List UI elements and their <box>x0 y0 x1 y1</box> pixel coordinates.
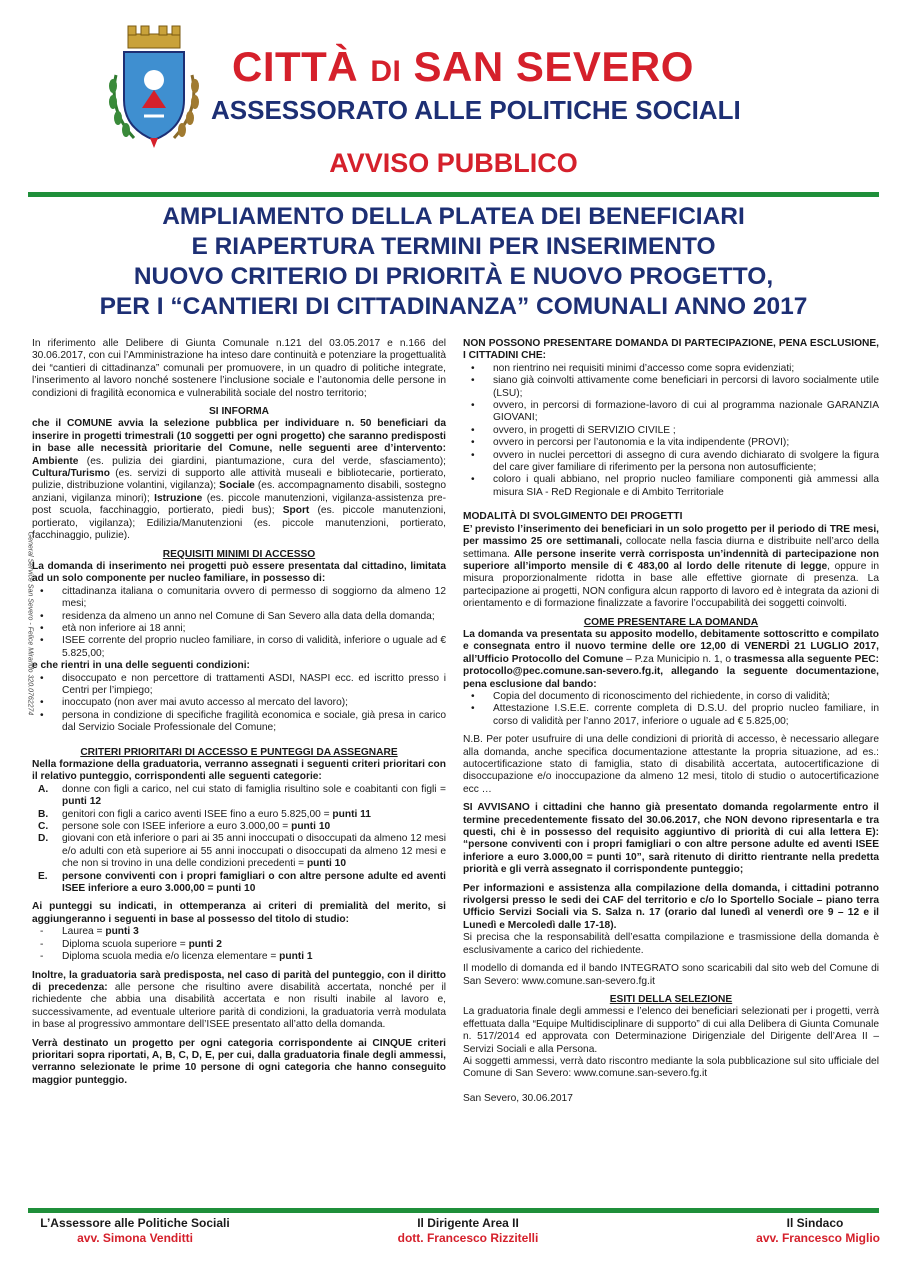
notice-title: AVVISO PUBBLICO <box>329 148 578 178</box>
modality-text: E’ previsto l’inserimento dei beneficiari in un solo progetto per il periodo di TRE mesi, per massimo 25 ore settimanali, collocate nella fascia diurna e distribuite nell’arco della settimana. Alle persone inserite verrà corrisposta un’indennità di partecipazione non superiore all’importo mensile di € 483,00 al lordo delle ritenute di legge, oppure in misura proporzionalmente ridotta in base alle effettive giornate di presenza. La partecipazione ai progetti, NON configura alcun rapporto di lavoro ed è integrata da azioni di orientamento e di formazione finalizzate a favorire l’occupabilità dei soggetti coinvolti. <box>463 523 879 610</box>
left-column <box>32 338 446 1087</box>
how-to-apply-heading: COME PRESENTARE LA DOMANDA <box>583 616 759 628</box>
city-name: CITTÀ DI SAN SEVERO <box>232 43 694 90</box>
results-heading: ESITI DELLA SELEZIONE <box>609 993 733 1005</box>
top-divider <box>28 192 879 197</box>
list-item: • ovvero, in percorsi di formazione-lavoro di cui al programma nazionale GARANZIA GIOVANI; <box>493 400 879 425</box>
bottom-divider <box>28 1208 879 1213</box>
list-item: - Diploma scuola media e/o licenza elementare = punti 1 <box>62 951 446 963</box>
office-name: ASSESSORATO ALLE POLITICHE SOCIALI <box>211 95 741 125</box>
city-coat-of-arms-icon <box>104 20 204 150</box>
list-item: • Attestazione I.S.E.E. corrente completa di D.S.U. del proprio nucleo familiare, in corso di validità per l’anno 2017, inferiore o uguale ad € 5.825,00; <box>493 703 879 728</box>
list-item: • Copia del documento di riconoscimento del richiedente, in corso di validità; <box>493 691 879 703</box>
criteria-list <box>32 784 446 896</box>
list-item: C. persone sole con ISEE inferiore a euro 3.000,00 = punti 10 <box>38 821 331 833</box>
criteria-intro: Nella formazione della graduatoria, verranno assegnati i seguenti criteri prioritari con il relativo punteggio, corrispondenti alle seguenti categorie: <box>32 759 446 783</box>
requirements-intro: La domanda di inserimento nei progetti può essere presentata dal cittadino, limitata ad un solo componente per nucleo familiare, in possesso di: <box>32 560 446 585</box>
list-item: • ovvero in nuclei percettori di assegno di cura avendo dichiarato di svolgere la figura del care giver familiare di riferimento per la persona non autosufficiente; <box>493 450 879 475</box>
list-item: • ovvero in percorsi per l’autonomia e la vita indipendente (PROVI); <box>493 437 879 449</box>
download-text: Il modello di domanda ed il bando INTEGRATO sono scaricabili dal sito web del Comune di San Severo: www.comune.san-severo.fg.it <box>463 963 879 987</box>
list-item: • persona in condizione di specifiche fragilità economica e sociale, già presa in carico dal Servizio Sociale Professionale del Comune; <box>62 710 446 735</box>
precedence-text: Inoltre, la graduatoria sarà predisposta, nel caso di parità del punteggio, con il diritto di precedenza: alle persone che risultino avere disabilità accertata, nonché per il richiedente che abbia una disabilità accertata e non risulti inabile al lavoro e, successivamente, ad eventuale ulteriore parità di condizioni, la graduatoria verrà modulata in base al progressivo ammontare dell’ISEE presentato all’atto della domanda. <box>32 969 446 1031</box>
how-to-apply-text: La domanda va presentata su apposito modello, debitamente sottoscritto e compilato e consegnata entro il nuovo termine delle ore 12,00 di VENERDÌ 21 LUGLIO 2017, all’Ufficio Protocollo del Comune – P.za Municipio n. 1, o trasmessa alla seguente PEC: protocollo@pec.comune.san-severo.fg.it, allegando la seguente documentazione, pena esclusione dal bando: <box>463 628 879 690</box>
merit-list <box>32 926 446 963</box>
intro-text: In riferimento alle Delibere di Giunta Comunale n.121 del 03.05.2017 e n.166 del 30.06.2017, con cui l’Amministrazione ha inteso dare continuità e potenziare la progettualità dei “cantieri di cittadinanza” comunali per promuovere, in un quadro di politiche integrate, l’inserimento al lavoro nonché sostenere l’inclusione sociale e l’autonomia delle persone in condizioni di fragilità economica e vulnerabilità sociale del nostro territorio; <box>32 338 446 399</box>
signature-assessor: L’Assessore alle Politiche Sociali avv. Simona Venditti <box>40 1216 230 1245</box>
exclusion-list <box>463 363 879 499</box>
list-item: - Diploma scuola superiore = punti 2 <box>62 939 446 951</box>
list-item: B. genitori con figli a carico aventi ISEE fino a euro 5.825,00 = punti 11 <box>38 808 371 820</box>
requirements-heading: REQUISITI MINIMI DI ACCESSO <box>162 548 316 560</box>
notice-text: SI AVVISANO i cittadini che hanno già presentato domanda regolarmente entro il termine precedentemente fissato del 30.06.2017, che NON devono ripresentarla e tra questi, chi è in possesso del requisito aggiuntivo di priorità di cui alla lettera E): “persone conviventi con i propri famigliari o con altre persone adulte ed aventi ISEE inferiore a euro 3.000,00 = punti 10”, sarà ritenuto di diritto rientrante nella predetta priorità e gli verrà assegnato il corrispondente punteggio; <box>463 802 879 876</box>
list-item: • ovvero, in progetti di SERVIZIO CIVILE ; <box>493 425 879 437</box>
list-item: • età non inferiore ai 18 anni; <box>62 623 446 635</box>
final-text: Verrà destinato un progetto per ogni categoria corrispondente ai CINQUE criteri prioritari sopra riportati, A, B, C, D, E, per cui, dalla graduatoria finale degli ammessi, verranno selezionate le prime 10 persone di ogni categoria che hanno conseguito maggior punteggio. <box>32 1037 446 1086</box>
selection-text: che il COMUNE avvia la selezione pubblica per individuare n. 50 beneficiari da inserire in progetti trimestrali (10 soggetti per ogni progetto) che saranno predisposti in base alle necessità prioritarie del Comune, nelle seguenti aree d’intervento: Ambiente (es. pulizia dei giardini, piantumazione, cura del verde, sfasciamento); Cultura/Turismo (es. servizi di supporto alle attività museali e bibliotecarie, portierato, pulizie, distribuzione volantini, vigilanza); Sociale (es. accompagnamento disabili, sostegno anziani, vigilanza minori); Istruzione (es. piccole manutenzioni, vigilanza-assistenza pre-post scuola, facchinaggio, portierato, piedi bus); Sport (es. piccole manutenzioni, portierato, vigilanza); Edilizia/Manutenzioni (es. piccole manutenzioni, portierato, facchinaggio, pulizie). <box>32 418 446 542</box>
list-item: A. donne con figli a carico, nel cui stato di famiglia risultino sole e coabitanti con figli = punti 12 <box>38 783 446 808</box>
list-item: • coloro i quali abbiano, nel proprio nucleo familiare componenti già ammessi alla misura SIA - ReD Regionale e di Ambito Territoriale <box>493 474 879 499</box>
conditions-intro: e che rientri in una delle seguenti condizioni: <box>32 660 250 672</box>
results-text-2: Ai soggetti ammessi, verrà dato riscontro mediante la sola pubblicazione sul sito ufficiale del Comune di San Severo: www.comune.san-severo.fg.it <box>463 1055 879 1080</box>
nb-text: N.B. Per poter usufruire di una delle condizioni di priorità di accesso, è necessario allegare alla domanda, anche specifica documentazione attestante la propria situazione, ad es.: autocertificazione stato di famiglia, stato di disabilità accertata, autocertificazione di disoccupazione e/o inoccupazione da almeno 12 mesi, titolo di studio o autocertificazione ecc … <box>463 734 879 795</box>
merit-intro: Ai punteggi su indicati, in ottemperanza ai criteri di premialità del merito, si aggiungeranno i seguenti in base al possesso del titolo di studio: <box>32 901 446 925</box>
si-informa-heading: SI INFORMA <box>209 406 269 418</box>
requirements-list <box>32 586 446 660</box>
list-item: - Laurea = punti 3 <box>62 926 446 938</box>
signature-director: Il Dirigente Area II dott. Francesco Rizzitelli <box>397 1216 539 1245</box>
list-item: D. giovani con età inferiore o pari ai 35 anni inoccupati o disoccupati da almeno 12 mesi e/o adulti con età superiore ai 55 anni inoccupati o disoccupati da almeno 12 mesi e che non si trovino in una delle condizioni precedenti = punti 10 <box>38 833 446 870</box>
main-title: AMPLIAMENTO DELLA PLATEA DEI BENEFICIARI E RIAPERTURA TERMINI PER INSERIMENTO NUOVO CRITERIO DI PRIORITÀ E NUOVO PROGETTO, PER I “CANTIERI DI CITTADINANZA” COMUNALI ANNO 2017 <box>99 203 808 320</box>
signature-mayor: Il Sindaco avv. Francesco Miglio <box>756 1216 880 1245</box>
documents-list <box>463 691 879 728</box>
list-item: • non rientrino nei requisiti minimi d’accesso come sopra evidenziati; <box>493 363 879 375</box>
responsibility-text: Si precisa che la responsabilità dell’esatta compilazione e trasmissione della domanda è esclusivamente a carico del richiedente. <box>463 932 879 956</box>
list-item: E. persone conviventi con i propri famigliari o con altre persone adulte ed aventi ISEE inferiore a euro 3.000,00 = punti 10 <box>38 870 446 895</box>
conditions-list <box>32 673 446 735</box>
list-item: • disoccupato e non percettore di trattamenti ASDI, NASPI ecc. ed iscritto presso i Centri per l’impiego; <box>62 673 446 698</box>
list-item: • siano già coinvolti attivamente come beneficiari in percorsi di lavoro socialmente utile (LSU); <box>493 375 879 400</box>
right-column <box>463 338 879 1105</box>
list-item: • residenza da almeno un anno nel Comune di San Severo alla data della domanda; <box>62 611 446 623</box>
criteria-heading: CRITERI PRIORITARI DI ACCESSO E PUNTEGGI DA ASSEGNARE <box>80 746 398 758</box>
side-credit: General Service San Severo - Felice Mirando 320.0762274 <box>26 531 34 716</box>
list-item: • cittadinanza italiana o comunitaria ovvero di permesso di soggiorno da almeno 12 mesi; <box>62 586 446 611</box>
modality-heading: MODALITÀ DI SVOLGIMENTO DEI PROGETTI <box>463 511 683 523</box>
results-text: La graduatoria finale degli ammessi e l’elenco dei beneficiari selezionati per i progetti, verrà effettuata dalla “Equipe Multidisciplinare di supporto” di cui alla Delibera di Giunta Comunale n. 517/2014 ed approvata con Determinazione Dirigenziale del Dirigente dell’Area II – Servizi Sociali e alla Persona. <box>463 1006 879 1055</box>
exclusion-heading: NON POSSONO PRESENTARE DOMANDA DI PARTECIPAZIONE, PENA ESCLUSIONE, I CITTADINI CHE: <box>463 338 879 362</box>
list-item: • ISEE corrente del proprio nucleo familiare, in corso di validità, inferiore o uguale ad € 5.825,00; <box>62 635 446 660</box>
info-text: Per informazioni e assistenza alla compilazione della domanda, i cittadini potranno rivolgersi presso le sedi dei CAF del territorio e c/o lo Sportello Sociale – piano terra Ufficio Servizi Sociali via S. Salza n. 17 (orario dal lunedì al venerdì ore 9 – 12 e il Lunedì e Mercoledì dalle 17-18). <box>463 882 879 931</box>
date-text: San Severo, 30.06.2017 <box>463 1092 573 1104</box>
list-item: • inoccupato (non aver mai avuto accesso al mercato del lavoro); <box>62 697 446 709</box>
